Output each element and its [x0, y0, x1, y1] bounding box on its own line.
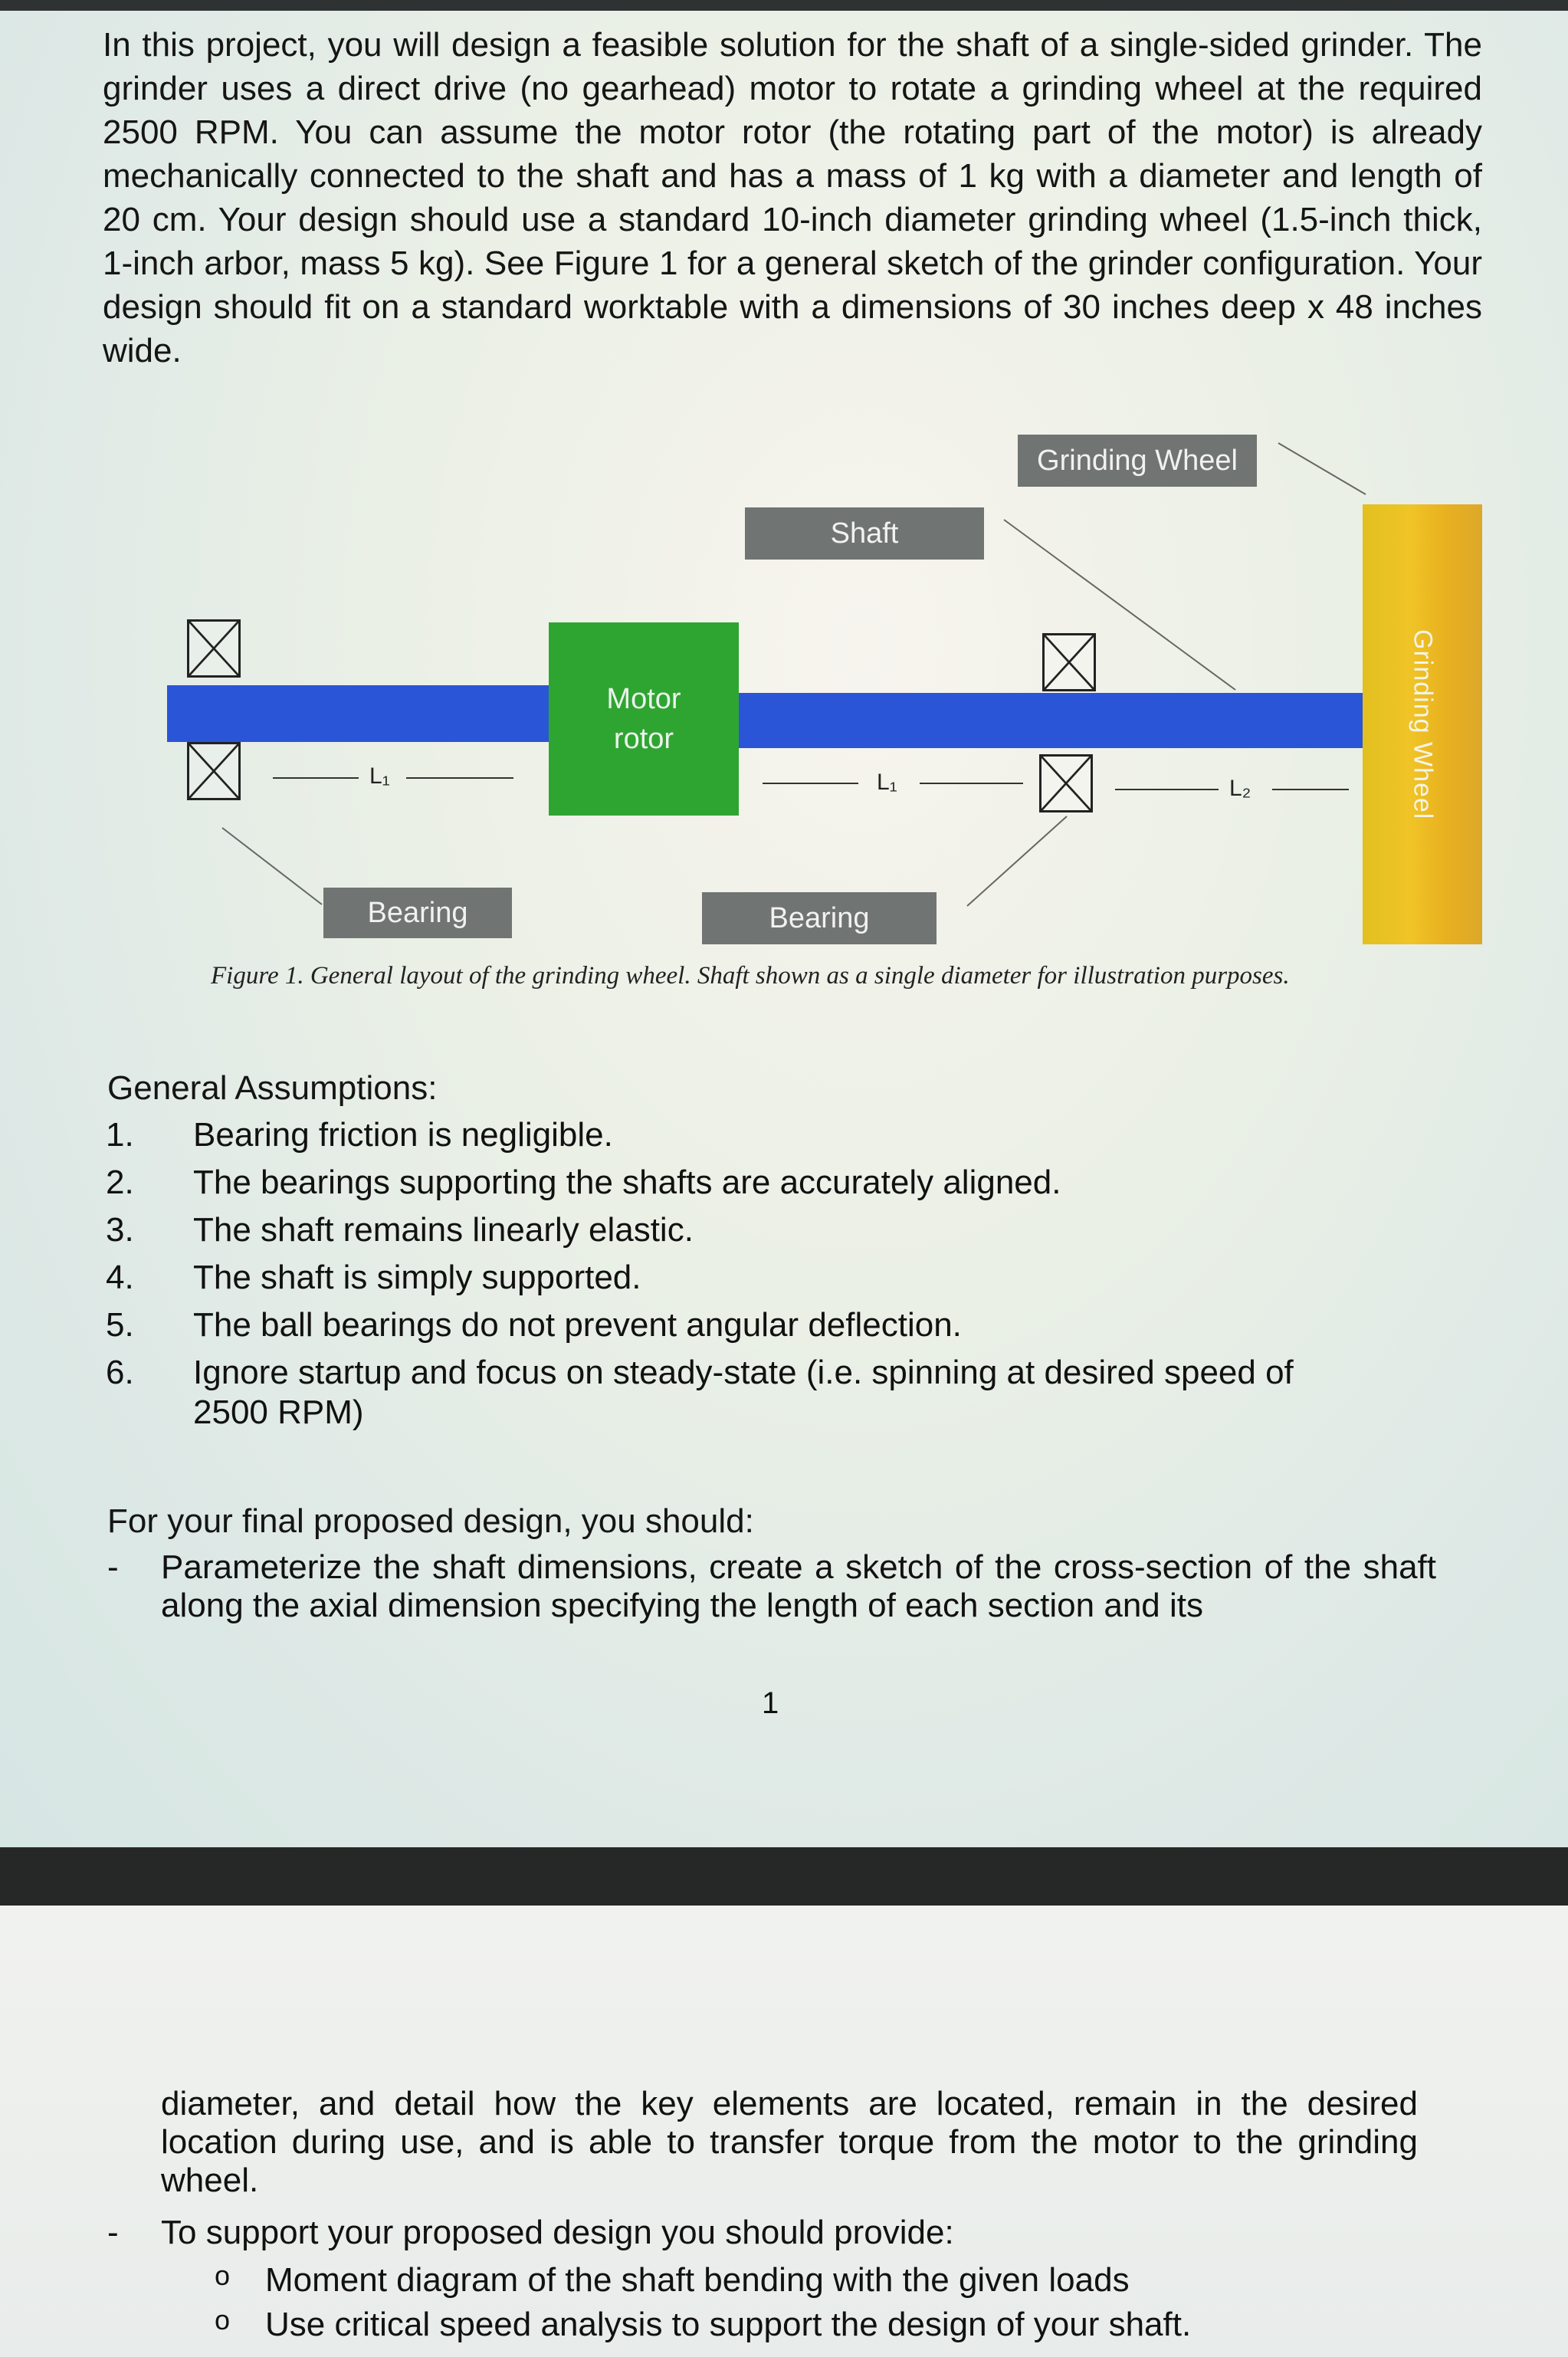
assumptions-heading: General Assumptions:	[107, 1069, 438, 1107]
proposal-item-1-part2: diameter, and detail how the key elements are located, remain in the desired location during use, and is able to transfer torque from the motor to the grinding wheel.	[161, 2085, 1418, 2199]
list-item: 2. The bearings supporting the shafts are accurately aligned.	[106, 1164, 1061, 1201]
motor-label-line2: rotor	[613, 723, 674, 755]
intro-paragraph: In this project, you will design a feasible solution for the shaft of a single-sided grinder. The grinder uses a direct drive (no gearhead) motor to rotate a grinding wheel at the required 2500 RPM. You can assume the motor rotor (the rotating part of the motor) is already mechanically connected to the shaft and has a mass of 1 kg with a diameter and length of 20 cm. Your design should use a standard 10-inch diameter grinding wheel (1.5-inch thick, 1-inch arbor, mass 5 kg). See Figure 1 for a general sketch of the grinder configuration. Your design should fit on a standard worktable with a dimensions of 30 inches deep x 48 inches wide.	[103, 26, 1482, 369]
shaft-left-segment	[167, 685, 550, 742]
dimension-label-left: L₁	[369, 763, 390, 789]
proposal-sub-item-1: Moment diagram of the shaft bending with the given loads	[265, 2261, 1130, 2299]
page-number: 1	[762, 1686, 779, 1720]
grinding-wheel-tag: Grinding Wheel	[1018, 435, 1257, 487]
bearing-box-left-bottom	[187, 742, 241, 800]
list-item: 4. The shaft is simply supported.	[106, 1259, 641, 1296]
list-item: 6. Ignore startup and focus on steady-state (i.e. spinning at desired speed of 2500 RPM)	[106, 1354, 1294, 1431]
sub-bullet-1: o	[215, 2260, 231, 2291]
bearing-tag-right: Bearing	[702, 892, 937, 944]
grinding-wheel	[1363, 504, 1482, 944]
top-edge-strip	[0, 0, 1568, 11]
list-item: 3. The shaft remains linearly elastic.	[106, 1211, 694, 1249]
shaft-right-segment	[737, 693, 1364, 748]
assumptions-list	[106, 1115, 1485, 1440]
shaft-tag: Shaft	[745, 507, 984, 560]
dash-bullet-2: -	[107, 2214, 119, 2251]
bearing-box-right-bottom	[1039, 754, 1093, 812]
sub-bullet-2: o	[215, 2304, 231, 2336]
dash-bullet-1: -	[107, 1548, 119, 1586]
figure-caption: Figure 1. General layout of the grinding wheel. Shaft shown as a single diameter for illustration purposes.	[211, 962, 1290, 990]
wheel-vertical-label: Grinding Wheel	[1408, 629, 1438, 820]
grinder-figure	[0, 429, 1568, 1019]
motor-rotor	[549, 622, 739, 816]
proposal-item-2: To support your proposed design you should provide:	[161, 2214, 954, 2251]
proposal-heading: For your final proposed design, you should:	[107, 1502, 754, 1540]
page-divider-bar	[0, 1847, 1568, 1906]
bearing-box-right-top	[1042, 633, 1096, 691]
bearing-tag-left: Bearing	[323, 888, 512, 938]
dimension-label-right: L₂	[1229, 776, 1251, 801]
motor-label-line1: Motor	[606, 683, 681, 715]
proposal-item-1-part1: Parameterize the shaft dimensions, create a sketch of the cross-section of the shaft along the axial dimension specifying the length of each section and its	[161, 1548, 1436, 1624]
dimension-label-middle: L₁	[877, 770, 897, 795]
bearing-box-left-top	[187, 619, 241, 678]
list-item: 5. The ball bearings do not prevent angular deflection.	[106, 1306, 962, 1344]
proposal-sub-item-2: Use critical speed analysis to support the design of your shaft.	[265, 2306, 1192, 2343]
list-item: 1. Bearing friction is negligible.	[106, 1116, 613, 1154]
